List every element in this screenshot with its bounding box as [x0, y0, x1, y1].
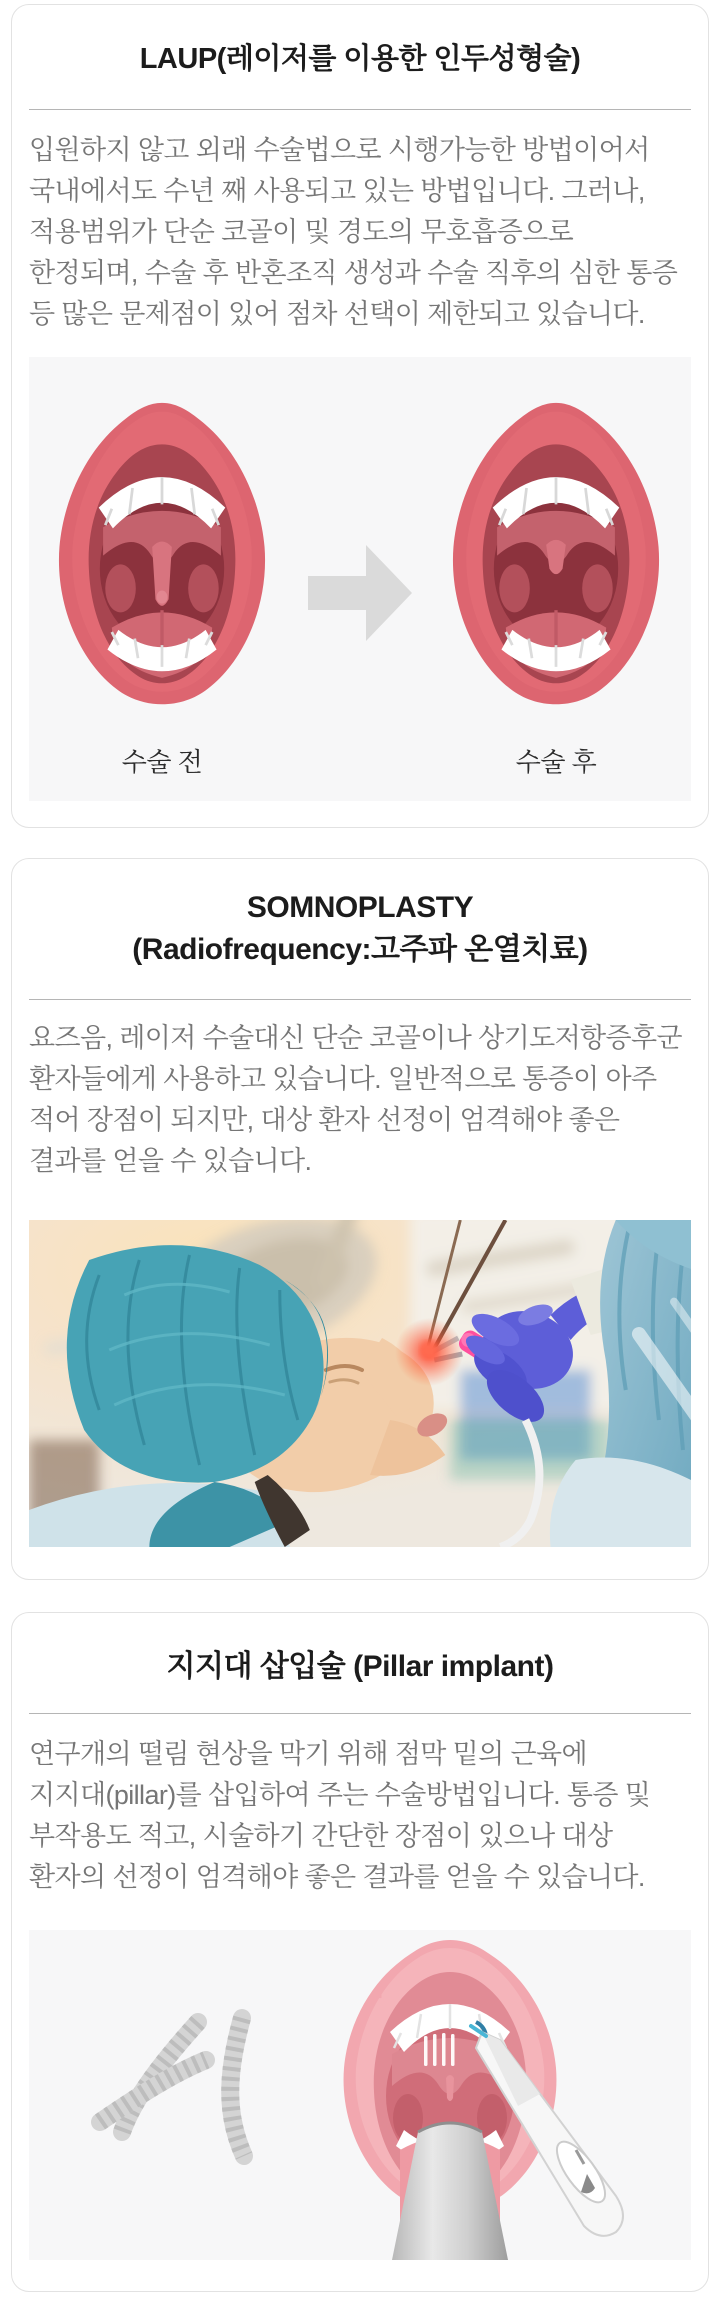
paragraph-line: 적어 장점이 되지만, 대상 환자 선정이 엄격해야 좋은: [29, 1105, 620, 1135]
mouth-with-applicator: [344, 1940, 623, 2260]
radiofrequency-procedure-photo: [29, 1220, 691, 1547]
mouth-before-illustration: [42, 393, 282, 727]
card-laup: [11, 4, 709, 828]
divider: [29, 999, 691, 1000]
paragraph-line: 요즈음, 레이저 수술대신 단순 코골이나 상기도저항증후군: [29, 1023, 682, 1053]
paragraph-line: 연구개의 떨림 현상을 막기 위해 점막 밑의 근육에: [29, 1739, 587, 1769]
after-surgery-label: 수술 후: [515, 747, 597, 777]
paragraph-line: 적용범위가 단순 코골이 및 경도의 무호흡증으로: [29, 217, 574, 247]
pillar-implants: [100, 2018, 244, 2156]
before-after-figure: [29, 357, 691, 801]
card-pillar-title: 지지대 삽입술 (Pillar implant): [166, 1650, 554, 1683]
paragraph-line: 지지대(pillar)를 삽입하여 주는 수술방법입니다. 통증 및: [29, 1780, 651, 1810]
paragraph-line: 한정되며, 수술 후 반혼조직 생성과 수술 직후의 심한 통증: [29, 258, 678, 288]
card-somnoplasty-paragraph: [29, 1018, 691, 1182]
pillar-implant-illustration: [29, 1930, 691, 2260]
arrow-right-icon: [308, 545, 412, 641]
procedure-photo: [29, 1220, 691, 1547]
mouth-after-illustration: [436, 393, 676, 727]
divider: [29, 1713, 691, 1714]
card-pillar-paragraph: [29, 1734, 691, 1898]
before-surgery-label: 수술 전: [121, 747, 203, 777]
paragraph-line: 결과를 얻을 수 있습니다.: [29, 1146, 312, 1176]
card-pillar-implant: [11, 1612, 709, 2292]
paragraph-line: 환자의 선정이 엄격해야 좋은 결과를 얻을 수 있습니다.: [29, 1862, 645, 1892]
card-somnoplasty-title: [29, 887, 691, 971]
pillar-implant-figure: [29, 1930, 691, 2260]
paragraph-line: 국내에서도 수년 째 사용되고 있는 방법입니다. 그러나,: [29, 176, 645, 206]
paragraph-line: 입원하지 않고 외래 수술법으로 시행가능한 방법이어서: [29, 135, 650, 165]
paragraph-line: 등 많은 문제점이 있어 점차 선택이 제한되고 있습니다.: [29, 299, 645, 329]
divider: [29, 109, 691, 110]
card-somnoplasty: [11, 858, 709, 1580]
paragraph-line: 환자들에게 사용하고 있습니다. 일반적으로 통증이 아주: [29, 1064, 657, 1094]
card-laup-paragraph: [29, 130, 691, 335]
paragraph-line: 부작용도 적고, 시술하기 간단한 장점이 있으나 대상: [29, 1821, 613, 1851]
card-laup-title: LAUP(레이저를 이용한 인두성형술): [139, 43, 581, 75]
title-line: SOMNOPLASTY: [246, 891, 474, 924]
title-line: (Radiofrequency:고주파 온열치료): [132, 933, 588, 966]
